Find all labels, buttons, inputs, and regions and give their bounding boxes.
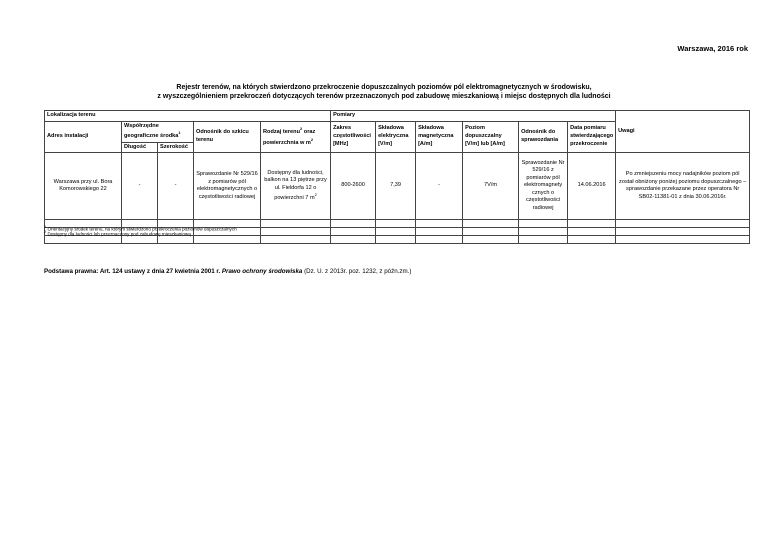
legal-prefix: Podstawa prawna: Art. 124 ustawy z dnia 27 kwietnia 2001 r. xyxy=(44,268,222,275)
col-limit-header: Poziom dopuszczalny [V/m] lub [A/m] xyxy=(463,121,519,153)
legal-basis xyxy=(44,268,411,275)
table-row xyxy=(45,153,750,220)
col-type-header xyxy=(261,121,331,153)
footnote-2-text: Dostępny dla ludności lub przeznaczony pod zabudowę mieszkaniową xyxy=(46,231,191,237)
footnote-1-text: Orientacyjny środek terenu, na którym stwierdzono przekroczenia poziomów dopuszczalnych xyxy=(46,226,237,232)
cell-address: Warszawa przy ul. Bora Komorowskiego 22 xyxy=(45,153,122,220)
legal-suffix: (Dz. U. z 2013r. poz. 1232, z późn.zm.) xyxy=(302,268,412,275)
place-date: Warszawa, 2016 rok xyxy=(677,44,748,53)
title-line-1: Rejestr terenów, na których stwierdzono przekroczenie dopuszczalnych poziomów pól elektromagnetycznych w środowisku, xyxy=(176,84,592,91)
empty-row xyxy=(45,236,750,244)
col-sketch-header: Odnośnik do szkicu terenu xyxy=(194,121,261,153)
col-type-sup2: 2 xyxy=(310,136,314,142)
col-freq-header: Zakres częstotliwości [MHz] xyxy=(331,121,376,153)
footnote-2 xyxy=(44,229,191,237)
col-lat-header: Szerokość xyxy=(158,142,194,153)
cell-e: 7,39 xyxy=(376,153,416,220)
col-report-header: Odnośnik do sprawozdania xyxy=(519,121,568,153)
col-coords-sup: 1 xyxy=(178,130,181,136)
cell-type-text: Dostępny dla ludności, balkon na 13 piętrze przy ul. Fieldorfa 12 o powierzchni 7 m xyxy=(264,169,327,202)
col-coords-label: Współrzędne geograficzne środka xyxy=(124,122,179,139)
header-row-1 xyxy=(45,111,750,122)
title-line-2: z wyszczególnieniem przekroczeń dotyczących terenów przeznaczonych pod zabudowę mieszkaniową i miejsc dostępnych dla ludności xyxy=(157,93,611,100)
col-notes-header: Uwagi xyxy=(616,111,750,153)
group-measurements-header: Pomiary xyxy=(331,111,616,122)
cell-limit: 7V/m xyxy=(463,153,519,220)
cell-type xyxy=(261,153,331,220)
legal-act: Prawo ochrony środowiska xyxy=(221,268,303,275)
cell-lat: - xyxy=(158,153,194,220)
col-lon-header: Długość xyxy=(122,142,158,153)
col-type-label-rest: oraz powierzchnia w m xyxy=(263,129,316,146)
col-coords-header xyxy=(122,121,194,142)
cell-freq: 800-2600 xyxy=(331,153,376,220)
cell-sketch: Sprawozdanie Nr 529/16 z pomiarów pól elektromagnetycznych o częstotliwości radiowej xyxy=(194,153,261,220)
col-date-header: Data pomiaru stwierdzającego przekroczenie xyxy=(568,121,616,153)
col-e-header: Składowa elektryczna [V/m] xyxy=(376,121,416,153)
footnote-2-num: 2 xyxy=(44,229,47,234)
cell-h: - xyxy=(416,153,463,220)
cell-notes: Po zmniejszeniu mocy nadajników poziom pól został obniżony poniżej poziomu dopuszczalnego – sprawozdanie przekazane przez operatora Nr SB02-11381-01 z dnia 30.06.2016r. xyxy=(616,153,750,220)
cell-lon: - xyxy=(122,153,158,220)
col-type-sup: 2 xyxy=(300,126,303,132)
cell-type-sup: 2 xyxy=(314,192,317,198)
col-type-label: Rodzaj terenu xyxy=(263,129,300,136)
group-location-header: Lokalizacja terenu xyxy=(45,111,331,122)
col-address-header: Adres instalacji xyxy=(45,121,122,153)
cell-date: 14.06.2016 xyxy=(568,153,616,220)
col-h-header: Składowa magnetyczna [A/m] xyxy=(416,121,463,153)
footnote-1-num: 1 xyxy=(44,224,47,229)
cell-report: Sprawozdanie Nr 529/16 z pomiarów pól elektromagnety cznych o częstotliwości radiowej xyxy=(519,153,568,220)
